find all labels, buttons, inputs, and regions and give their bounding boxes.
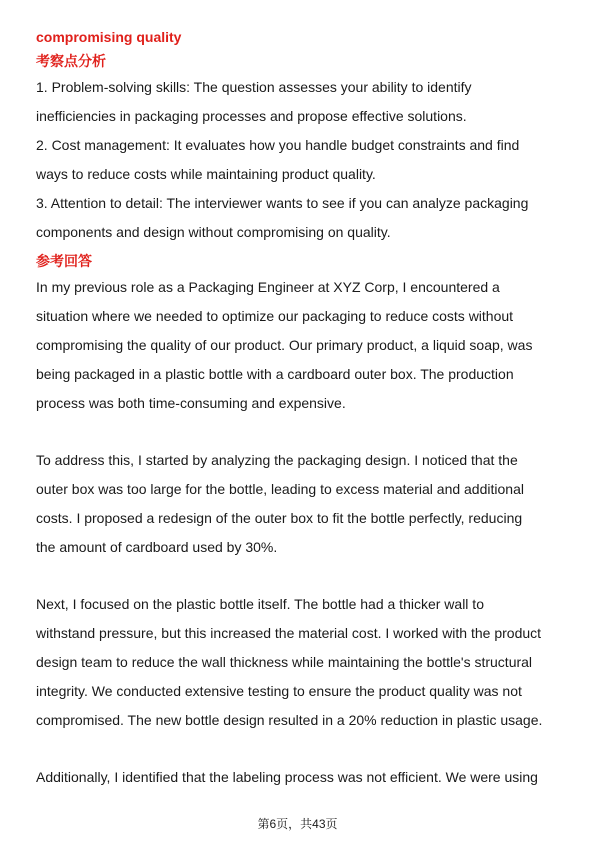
answer-line: Additionally, I identified that the labeling process was not efficient. We were using: [36, 769, 538, 785]
answer-line: In my previous role as a Packaging Engineer at XYZ Corp, I encountered a: [36, 279, 500, 295]
page-content: [36, 27, 561, 792]
analysis-line: ways to reduce costs while maintaining product quality.: [36, 166, 376, 182]
answer-line: compromised. The new bottle design resulted in a 20% reduction in plastic usage.: [36, 712, 543, 728]
paragraph-spacer: [36, 418, 561, 446]
analysis-line: 3. Attention to detail: The interviewer wants to see if you can analyze packaging: [36, 195, 529, 211]
answer-line: design team to reduce the wall thickness while maintaining the bottle's structural: [36, 654, 533, 670]
answer-line: outer box was too large for the bottle, leading to excess material and additional: [36, 481, 524, 497]
answer-paragraph: [36, 763, 561, 792]
analysis-heading: 考察点分析: [36, 53, 106, 69]
answer-line: integrity. We conducted extensive testing to ensure the product quality was not: [36, 683, 522, 699]
answer-line: costs. I proposed a redesign of the outer box to fit the bottle perfectly, reducing: [36, 510, 523, 526]
paragraph-spacer: [36, 562, 561, 590]
answer-body: [36, 273, 561, 792]
question-title-continuation: compromising quality: [36, 29, 182, 45]
answer-paragraph: [36, 446, 561, 562]
answer-line: the amount of cardboard used by 30%.: [36, 539, 278, 555]
analysis-line: inefficiencies in packaging processes and propose effective solutions.: [36, 108, 467, 124]
answer-heading: 参考回答: [36, 253, 92, 269]
answer-line: process was both time-consuming and expensive.: [36, 395, 346, 411]
paragraph-spacer: [36, 735, 561, 763]
analysis-line: components and design without compromising on quality.: [36, 224, 391, 240]
answer-line: To address this, I started by analyzing the packaging design. I noticed that the: [36, 452, 518, 468]
answer-paragraph: [36, 590, 561, 735]
analysis-line: 1. Problem-solving skills: The question assesses your ability to identify: [36, 79, 472, 95]
answer-line: withstand pressure, but this increased the material cost. I worked with the product: [36, 625, 542, 641]
answer-line: Next, I focused on the plastic bottle itself. The bottle had a thicker wall to: [36, 596, 484, 612]
answer-line: situation where we needed to optimize our packaging to reduce costs without: [36, 308, 514, 324]
page-number: 第6页，共43页: [257, 817, 338, 831]
answer-line: being packaged in a plastic bottle with a cardboard outer box. The production: [36, 366, 514, 382]
analysis-line: 2. Cost management: It evaluates how you handle budget constraints and find: [36, 137, 520, 153]
analysis-body: [36, 73, 561, 247]
answer-paragraph: [36, 273, 561, 418]
answer-line: compromising the quality of our product. Our primary product, a liquid soap, was: [36, 337, 533, 353]
